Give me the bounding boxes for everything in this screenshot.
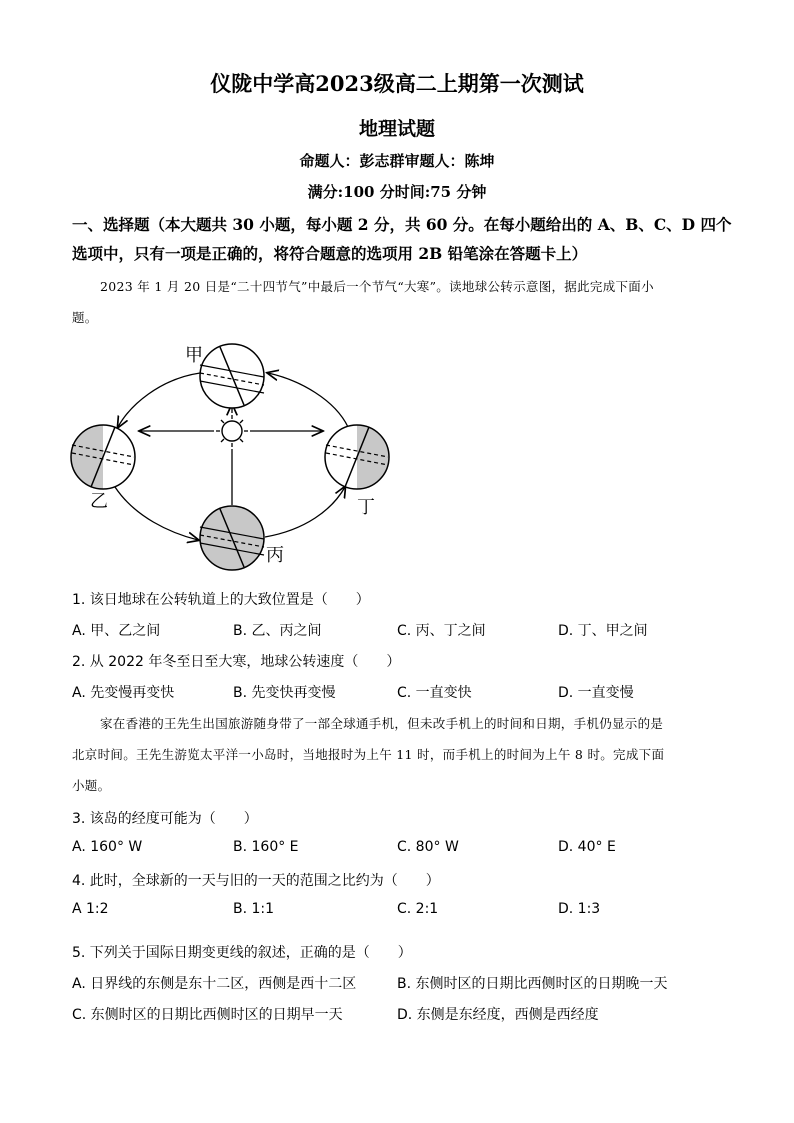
exam-title: 仪陇中学高2023级高二上期第一次测试 [210,71,584,96]
earth-yi [71,425,135,489]
q2-option-b[interactable]: B. 先变快再变慢 [233,685,336,701]
q4-option-b[interactable]: B. 1:1 [233,901,275,917]
question-2: 2. 从 2022 年冬至日至大寒，地球公转速度（ ） [72,654,401,670]
label-yi: 乙 [90,491,108,512]
q5-option-b[interactable]: B. 东侧时区的日期比西侧时区的日期晚一天 [397,976,668,992]
q3-option-a[interactable]: A. 160° W [72,839,143,855]
q4-option-c[interactable]: C. 2:1 [397,901,439,917]
authors-line: 命题人：彭志群审题人：陈坤 [299,152,495,170]
q2-option-c[interactable]: C. 一直变快 [397,685,472,701]
q5-option-c[interactable]: C. 东侧时区的日期比西侧时区的日期早一天 [72,1007,343,1023]
passage2-line2: 北京时间。王先生游览太平洋一小岛时，当地报时为上午 11 时，而手机上的时间为上午 8 时。完成下面 [72,747,665,762]
orbit-arrow-yi-bing [115,487,198,540]
q3-option-c[interactable]: C. 80° W [397,839,459,855]
label-bing: 丙 [266,545,284,566]
passage2-line1: 家在香港的王先生出国旅游随身带了一部全球通手机，但未改手机上的时间和日期，手机仍显示的是 [100,716,664,731]
subject-title: 地理试题 [358,118,435,140]
q1-option-c[interactable]: C. 丙、丁之间 [397,623,486,639]
q2-option-d[interactable]: D. 一直变慢 [558,685,634,701]
section-heading-line1: 一、选择题（本大题共 30 小题，每小题 2 分，共 60 分。在每小题给出的 A、B、C、D 四个 [72,215,732,234]
question-3: 3. 该岛的经度可能为（ ） [72,811,258,827]
q4-option-d[interactable]: D. 1:3 [558,901,601,917]
q4-option-a[interactable]: A 1:2 [72,901,109,917]
earth-revolution-diagram [60,335,410,575]
q5-option-a[interactable]: A. 日界线的东侧是东十二区，西侧是西十二区 [72,976,357,992]
orbit-arrow-jia-yi [118,373,200,427]
passage2-line3: 小题。 [72,778,111,793]
q5-option-d[interactable]: D. 东侧是东经度，西侧是西经度 [397,1007,599,1023]
label-ding: 丁 [357,497,375,518]
earth-bing [200,506,264,570]
orbit-arrow-bing-ding [265,487,345,537]
q1-option-a[interactable]: A. 甲、乙之间 [72,623,161,639]
q3-option-d[interactable]: D. 40° E [558,839,616,855]
earth-jia [200,344,264,408]
orbit-arrow-ding-jia [268,373,348,427]
sun-icon [216,415,248,447]
earth-ding [325,425,389,489]
question-1: 1. 该日地球在公转轨道上的大致位置是（ ） [72,592,370,608]
passage1-line2: 题。 [72,310,98,325]
q1-option-d[interactable]: D. 丁、甲之间 [558,623,648,639]
q1-option-b[interactable]: B. 乙、丙之间 [233,623,322,639]
section-heading-line2: 选项中，只有一项是正确的，将符合题意的选项用 2B 铅笔涂在答题卡上） [72,244,588,263]
score-time-line: 满分:100 分时间:75 分钟 [307,183,487,201]
question-5: 5. 下列关于国际日期变更线的叙述，正确的是（ ） [72,945,412,961]
q2-option-a[interactable]: A. 先变慢再变快 [72,685,175,701]
q3-option-b[interactable]: B. 160° E [233,839,299,855]
label-jia: 甲 [185,345,203,366]
question-4: 4. 此时，全球新的一天与旧的一天的范围之比约为（ ） [72,873,440,889]
passage1-line1: 2023 年 1 月 20 日是“二十四节气”中最后一个节气“大寒”。读地球公转示意图，据此完成下面小 [100,279,654,294]
